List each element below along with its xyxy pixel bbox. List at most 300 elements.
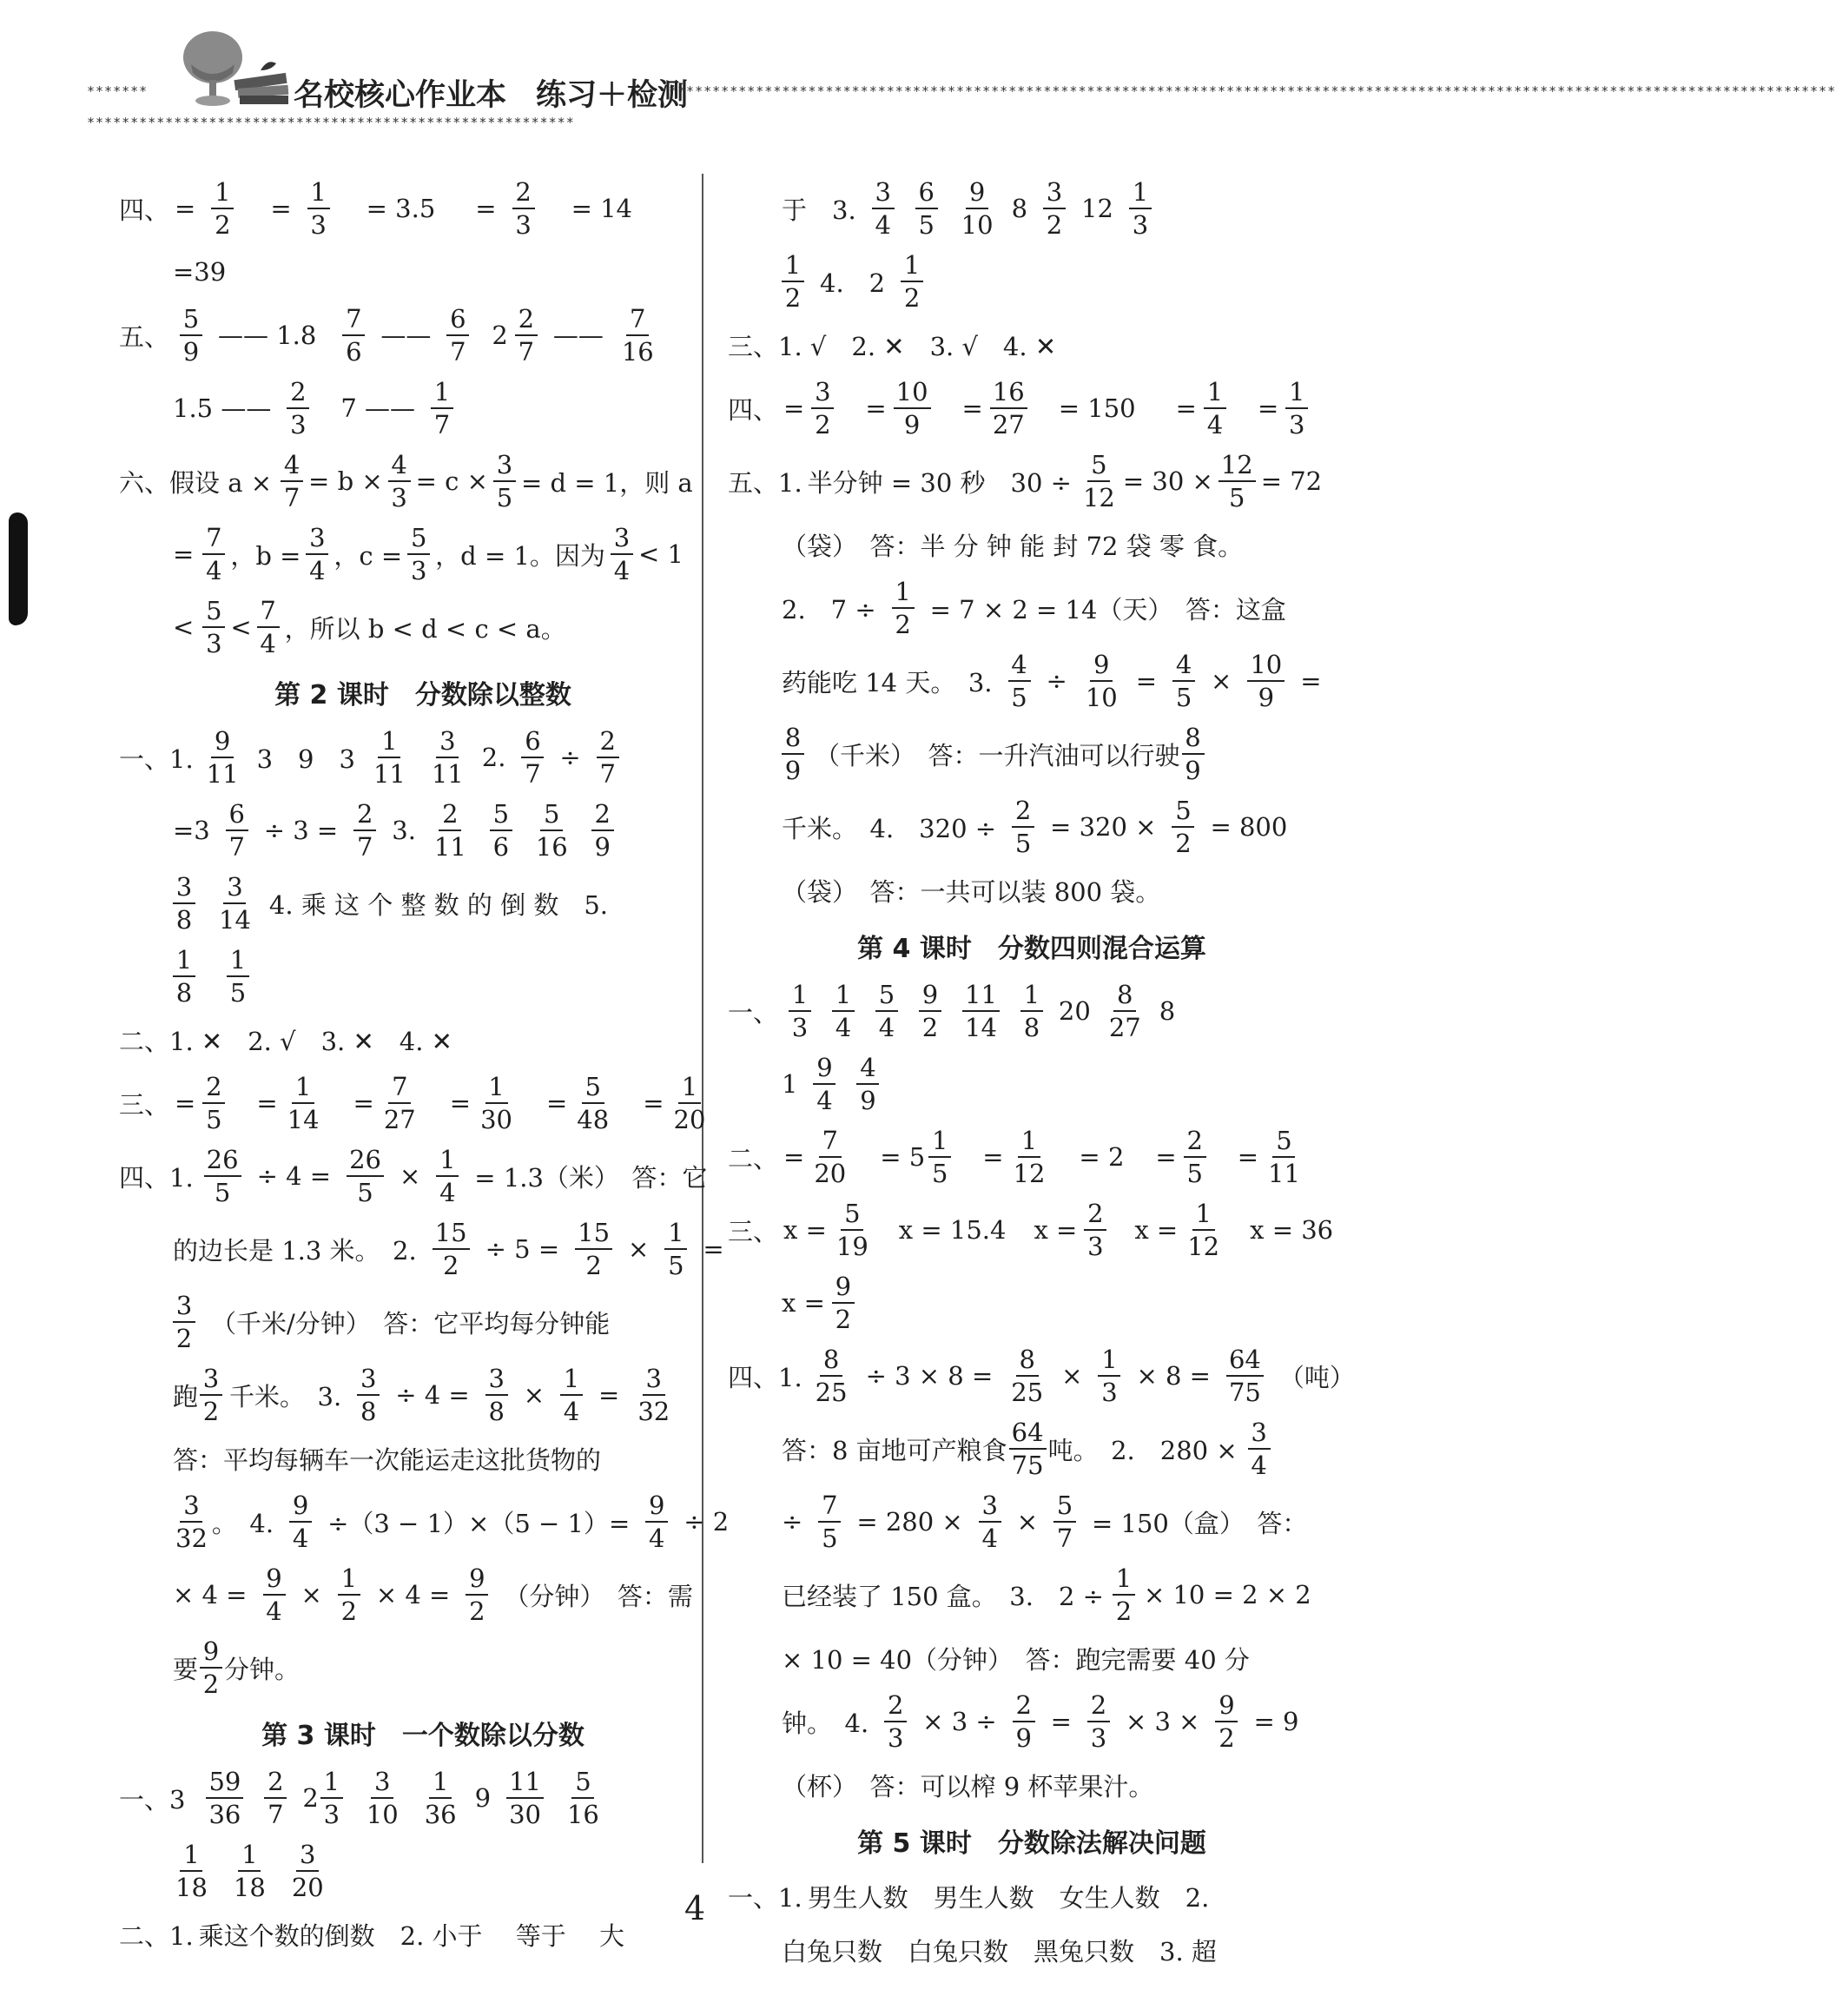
fraction bbox=[597, 725, 619, 789]
numerator: 1 bbox=[227, 948, 249, 977]
text: × 4 = bbox=[173, 1580, 248, 1609]
denominator: 4 bbox=[206, 555, 222, 585]
fraction bbox=[1020, 979, 1043, 1042]
text: 白兔只数 白兔只数 黑兔只数 3. 超 bbox=[782, 1936, 1217, 1966]
fraction bbox=[287, 376, 309, 440]
text: × bbox=[399, 1161, 421, 1191]
fraction bbox=[1084, 1198, 1106, 1261]
denominator: 9 bbox=[903, 409, 921, 440]
fraction bbox=[875, 979, 898, 1042]
text: 答：8 亩地可产粮食 bbox=[782, 1435, 1007, 1465]
denominator: 36 bbox=[208, 1799, 241, 1829]
text: 吨。 2. 280 × bbox=[1047, 1435, 1238, 1465]
answer-row bbox=[119, 1358, 727, 1431]
fraction bbox=[813, 1344, 850, 1407]
book-section: 练习＋检测 bbox=[536, 78, 689, 113]
denominator: 7 bbox=[599, 758, 616, 789]
fraction bbox=[560, 1363, 583, 1426]
text: ÷（3 − 1）×（5 − 1）= bbox=[327, 1508, 631, 1538]
text: 8 bbox=[1159, 996, 1176, 1026]
denominator: 32 bbox=[637, 1396, 670, 1426]
numerator: 3 bbox=[223, 875, 246, 904]
text: （袋） 答：一共可以装 800 袋。 bbox=[782, 876, 1161, 907]
numerator: 1 bbox=[320, 1769, 343, 1799]
fraction bbox=[231, 1839, 268, 1902]
numerator: 1 bbox=[928, 1128, 951, 1158]
denominator: 8 bbox=[1023, 1012, 1040, 1042]
numerator: 1 bbox=[678, 1074, 701, 1104]
answer-row bbox=[728, 1485, 1336, 1558]
item-label: 三、 bbox=[728, 1216, 779, 1246]
text: = bbox=[475, 194, 497, 223]
text: —— 1.8 bbox=[218, 321, 317, 350]
fraction bbox=[635, 1363, 672, 1426]
denominator: 5 bbox=[1186, 1158, 1203, 1188]
text: < bbox=[230, 612, 252, 642]
numerator: 1 bbox=[238, 1842, 261, 1872]
text: 2 bbox=[302, 1783, 319, 1813]
fraction bbox=[574, 1071, 611, 1134]
fraction bbox=[928, 1125, 951, 1188]
denominator: 2 bbox=[469, 1596, 485, 1626]
header-dots-left: ******* bbox=[87, 83, 149, 99]
text: < 1 bbox=[637, 539, 684, 569]
numerator: 26 bbox=[347, 1147, 384, 1177]
text: = bbox=[545, 1088, 568, 1118]
text: 钟。 4. bbox=[782, 1708, 869, 1738]
text: 。 4. bbox=[211, 1508, 274, 1538]
text: = 5 bbox=[880, 1142, 926, 1172]
numerator: 2 bbox=[287, 380, 309, 409]
denominator: 30 bbox=[480, 1104, 512, 1134]
text: = bbox=[173, 539, 195, 569]
denominator: 2 bbox=[1115, 1596, 1133, 1626]
numerator: 8 bbox=[820, 1347, 842, 1377]
denominator: 3 bbox=[410, 555, 427, 585]
numerator: 5 bbox=[407, 525, 430, 555]
answer-row bbox=[728, 1758, 1336, 1812]
fraction bbox=[811, 376, 834, 440]
fraction bbox=[216, 871, 254, 935]
denominator: 2 bbox=[784, 282, 802, 313]
denominator: 14 bbox=[219, 904, 251, 935]
fraction bbox=[813, 1052, 835, 1115]
denominator: 2 bbox=[175, 1323, 193, 1353]
numerator: 1 bbox=[431, 380, 453, 409]
fraction bbox=[347, 1144, 384, 1207]
fraction bbox=[515, 303, 538, 367]
fraction bbox=[407, 522, 430, 585]
answer-row bbox=[728, 245, 1336, 318]
fraction bbox=[204, 1144, 241, 1207]
denominator: 3 bbox=[887, 1722, 904, 1753]
text: ÷ 3 × 8 = bbox=[865, 1361, 994, 1391]
denominator: 7 bbox=[228, 831, 245, 862]
denominator: 6 bbox=[346, 336, 362, 367]
answer-row bbox=[119, 1834, 727, 1907]
fraction bbox=[211, 176, 234, 240]
text: = bbox=[1155, 1142, 1177, 1172]
denominator: 5 bbox=[229, 977, 247, 1008]
answer-row bbox=[728, 372, 1336, 445]
numerator: 6 bbox=[521, 729, 544, 758]
text: 20 bbox=[1058, 996, 1091, 1026]
item-label: 四、1. bbox=[119, 1162, 194, 1193]
text: = 150 bbox=[1058, 393, 1136, 423]
denominator: 2 bbox=[585, 1250, 602, 1280]
text: 3 9 3 bbox=[256, 744, 355, 774]
answer-row bbox=[119, 1213, 727, 1286]
answer-row bbox=[119, 172, 727, 245]
text: ÷ 3 = bbox=[263, 816, 339, 845]
denominator: 7 bbox=[433, 409, 451, 440]
item-label: 四、 bbox=[119, 195, 170, 225]
denominator: 4 bbox=[875, 209, 891, 240]
numerator: 3 bbox=[296, 1842, 319, 1872]
numerator: 2 bbox=[884, 1693, 907, 1722]
numerator: 2 bbox=[353, 802, 376, 831]
answer-row bbox=[119, 1431, 727, 1485]
answer-row bbox=[728, 1120, 1336, 1193]
denominator: 8 bbox=[488, 1396, 505, 1426]
fraction bbox=[173, 1290, 195, 1353]
numerator: 7 bbox=[819, 1128, 842, 1158]
numerator: 1 bbox=[429, 1769, 452, 1799]
numerator: 5 bbox=[841, 1201, 863, 1231]
fraction bbox=[200, 1363, 222, 1426]
text: 2. 7 ÷ bbox=[782, 594, 876, 625]
numerator: 2 bbox=[1013, 1693, 1035, 1722]
text: x = bbox=[1134, 1215, 1179, 1245]
denominator: 2 bbox=[815, 409, 831, 440]
text: = bbox=[1135, 666, 1158, 696]
fraction bbox=[173, 1490, 210, 1553]
text: = bbox=[598, 1380, 620, 1410]
text: = 1.3（米） 答：它 bbox=[474, 1162, 708, 1193]
denominator: 5 bbox=[357, 1177, 373, 1207]
numerator: 6 bbox=[915, 180, 938, 209]
text: = 320 × bbox=[1050, 812, 1157, 842]
numerator: 3 bbox=[357, 1366, 380, 1396]
denominator: 2 bbox=[1046, 209, 1063, 240]
numerator: 1 bbox=[892, 579, 915, 609]
fraction bbox=[338, 1563, 360, 1626]
answer-row bbox=[728, 1558, 1336, 1631]
fraction bbox=[832, 979, 855, 1042]
numerator: 7 bbox=[202, 525, 225, 555]
denominator: 4 bbox=[613, 555, 631, 585]
answer-row bbox=[119, 867, 727, 940]
numerator: 8 bbox=[1016, 1347, 1039, 1377]
answer-row bbox=[119, 445, 727, 518]
numerator: 1 bbox=[901, 253, 923, 282]
text: 答：平均每辆车一次能运走这批货物的 bbox=[173, 1444, 602, 1475]
numerator: 2 bbox=[1012, 798, 1034, 828]
answer-row bbox=[119, 1067, 727, 1140]
numerator: 15 bbox=[433, 1220, 470, 1250]
header-title bbox=[294, 71, 688, 115]
fraction bbox=[1083, 649, 1120, 712]
text: = bbox=[982, 1142, 1004, 1172]
item-label: 二、 bbox=[119, 1026, 170, 1056]
text: 1 bbox=[782, 1069, 798, 1099]
denominator: 2 bbox=[1218, 1722, 1235, 1753]
fraction bbox=[892, 576, 915, 639]
fraction bbox=[533, 798, 571, 862]
denominator: 3 bbox=[791, 1012, 809, 1042]
fraction bbox=[289, 1839, 327, 1902]
header-dots-right: ************************************************************************************************************************************** bbox=[669, 83, 1836, 99]
text: × bbox=[1061, 1361, 1083, 1391]
denominator: 3 bbox=[206, 628, 222, 658]
fraction bbox=[173, 1839, 210, 1902]
denominator: 2 bbox=[340, 1596, 358, 1626]
denominator: 27 bbox=[383, 1104, 416, 1134]
fraction bbox=[200, 1636, 222, 1699]
text: 千米。 3. bbox=[229, 1381, 342, 1411]
item-label: 四、1. bbox=[728, 1362, 802, 1392]
denominator: 9 bbox=[182, 336, 200, 367]
answer-row bbox=[728, 1685, 1336, 1758]
text: × 3 ÷ bbox=[922, 1707, 997, 1736]
denominator: 7 bbox=[357, 831, 373, 862]
denominator: 30 bbox=[509, 1799, 541, 1829]
answer-row bbox=[119, 245, 727, 299]
numerator: 2 bbox=[264, 1769, 287, 1799]
denominator: 3 bbox=[323, 1799, 340, 1829]
denominator: 75 bbox=[1011, 1450, 1044, 1480]
answer-row bbox=[119, 1485, 730, 1558]
item-label: 一、1. bbox=[119, 744, 194, 774]
numerator: 1 bbox=[789, 982, 811, 1012]
fraction bbox=[1184, 1125, 1206, 1188]
numerator: 2 bbox=[597, 729, 619, 758]
numerator: 5 bbox=[490, 802, 512, 831]
denominator: 4 bbox=[878, 1012, 895, 1042]
fraction bbox=[285, 1071, 322, 1134]
numerator: 3 bbox=[306, 525, 328, 555]
answer-row bbox=[728, 518, 1336, 572]
numerator: 7 bbox=[342, 307, 365, 336]
item-label: 四、 bbox=[728, 394, 779, 425]
item-label: 一、3 bbox=[119, 1784, 186, 1814]
fraction bbox=[320, 1766, 343, 1829]
fraction bbox=[959, 176, 996, 240]
answer-row bbox=[119, 1558, 727, 1631]
fraction bbox=[371, 725, 408, 789]
answer-row bbox=[119, 1286, 727, 1358]
text: ÷ 2 bbox=[684, 1507, 730, 1537]
text: —— bbox=[380, 321, 432, 350]
fraction bbox=[485, 1363, 508, 1426]
numerator: 12 bbox=[1218, 453, 1256, 482]
text: x = 15.4 bbox=[898, 1215, 1007, 1245]
item-label: 一、1. bbox=[728, 1882, 802, 1913]
fraction bbox=[818, 1490, 841, 1553]
fraction bbox=[432, 798, 469, 862]
answer-row bbox=[728, 1923, 1336, 1977]
denominator: 5 bbox=[214, 1177, 231, 1207]
numerator: 9 bbox=[466, 1566, 488, 1596]
text: = bbox=[643, 1088, 664, 1118]
numerator: 1 bbox=[832, 982, 855, 1012]
text: 跑 bbox=[173, 1381, 199, 1411]
denominator: 4 bbox=[816, 1085, 833, 1115]
fraction bbox=[856, 1052, 879, 1115]
numerator: 1 bbox=[173, 948, 195, 977]
denominator: 10 bbox=[1085, 682, 1118, 712]
fraction bbox=[1013, 1689, 1035, 1753]
numerator: 4 bbox=[1008, 652, 1031, 682]
text: 4. 2 bbox=[820, 268, 886, 298]
text: 乘这个数的倒数 2. 小于 等于 大 bbox=[198, 1920, 624, 1951]
text: 2. bbox=[481, 743, 506, 772]
text: ，所以 b < d < c < a。 bbox=[284, 613, 566, 644]
numerator: 5 bbox=[540, 802, 563, 831]
answer-row bbox=[119, 299, 727, 372]
item-label: 二、1. bbox=[119, 1920, 194, 1951]
text: = 280 × bbox=[856, 1507, 963, 1537]
numerator: 64 bbox=[1226, 1347, 1264, 1377]
fraction bbox=[1106, 979, 1144, 1042]
fraction bbox=[782, 249, 804, 313]
fraction bbox=[512, 176, 535, 240]
text: （袋） 答：半 分 钟 能 封 72 袋 零 食。 bbox=[782, 531, 1244, 561]
text: = 30 × bbox=[1122, 466, 1213, 496]
answer-row bbox=[728, 318, 1336, 372]
numerator: 2 bbox=[1087, 1693, 1110, 1722]
numerator: 9 bbox=[813, 1055, 835, 1085]
denominator: 4 bbox=[649, 1523, 665, 1553]
denominator: 5 bbox=[918, 209, 935, 240]
numerator: 2 bbox=[202, 1074, 225, 1104]
text: = bbox=[783, 1142, 805, 1172]
denominator: 3 bbox=[1090, 1722, 1107, 1753]
answer-row bbox=[728, 445, 1336, 518]
text: × bbox=[523, 1380, 545, 1410]
fraction bbox=[611, 522, 633, 585]
text: = bbox=[703, 1234, 724, 1264]
text: ÷ 5 = bbox=[485, 1234, 560, 1264]
answer-row bbox=[728, 1048, 1336, 1120]
fraction bbox=[466, 1563, 488, 1626]
numerator: 5 bbox=[202, 598, 225, 628]
denominator: 3 bbox=[515, 209, 532, 240]
text: = 14 bbox=[571, 194, 633, 223]
numerator: 3 bbox=[643, 1366, 665, 1396]
denominator: 9 bbox=[1015, 1722, 1032, 1753]
fraction bbox=[173, 871, 195, 935]
numerator: 15 bbox=[575, 1220, 612, 1250]
denominator: 3 bbox=[310, 209, 327, 240]
fraction bbox=[490, 798, 512, 862]
fraction bbox=[664, 1217, 687, 1280]
denominator: 7 bbox=[267, 1799, 284, 1829]
text: × 8 = bbox=[1136, 1361, 1211, 1391]
lesson-title: 第 5 课时 分数除法解决问题 bbox=[857, 1828, 1206, 1859]
fraction bbox=[429, 725, 466, 789]
fraction bbox=[226, 798, 248, 862]
numerator: 26 bbox=[204, 1147, 241, 1177]
numerator: 10 bbox=[894, 380, 931, 409]
fraction bbox=[364, 1766, 401, 1829]
denominator: 27 bbox=[1108, 1012, 1141, 1042]
text: × 3 × bbox=[1125, 1707, 1200, 1736]
text: （千米） 答：一升汽油可以行驶 bbox=[815, 740, 1180, 770]
fraction bbox=[342, 303, 365, 367]
fraction bbox=[388, 449, 411, 512]
denominator: 3 bbox=[1132, 209, 1149, 240]
denominator: 3 bbox=[1087, 1231, 1104, 1261]
numerator: 16 bbox=[990, 380, 1027, 409]
text: ÷ 4 = bbox=[395, 1380, 470, 1410]
numerator: 6 bbox=[446, 307, 469, 336]
fraction bbox=[202, 1071, 225, 1134]
denominator: 5 bbox=[1011, 682, 1027, 712]
fraction bbox=[1182, 722, 1205, 785]
text: 千米。 4. 320 ÷ bbox=[782, 813, 997, 843]
fraction bbox=[782, 722, 804, 785]
fraction bbox=[565, 1766, 602, 1829]
denominator: 14 bbox=[287, 1104, 320, 1134]
numerator: 9 bbox=[1090, 652, 1113, 682]
fraction bbox=[1204, 376, 1226, 440]
numerator: 3 bbox=[811, 380, 834, 409]
fraction bbox=[281, 449, 303, 512]
denominator: 11 bbox=[373, 758, 406, 789]
numerator: 8 bbox=[1113, 982, 1136, 1012]
fraction bbox=[289, 1490, 312, 1553]
text: = bbox=[449, 1088, 472, 1118]
denominator: 16 bbox=[566, 1799, 599, 1829]
fraction bbox=[1248, 1417, 1271, 1480]
denominator: 7 bbox=[450, 336, 466, 367]
fraction bbox=[206, 1766, 243, 1829]
fraction bbox=[919, 979, 941, 1042]
fraction bbox=[901, 249, 923, 313]
answer-row bbox=[728, 975, 1336, 1048]
text: 2 bbox=[492, 321, 508, 350]
text: ，d = 1。因为 bbox=[435, 540, 605, 571]
denominator: 4 bbox=[260, 628, 276, 658]
answer-row bbox=[728, 790, 1336, 863]
text: ，b = bbox=[230, 540, 301, 571]
numerator: 9 bbox=[645, 1493, 668, 1523]
fraction bbox=[915, 176, 938, 240]
text: = bbox=[1257, 393, 1279, 423]
text: × bbox=[300, 1580, 322, 1609]
answer-row bbox=[728, 644, 1336, 717]
item-label: 六、 bbox=[119, 467, 170, 498]
denominator: 11 bbox=[206, 758, 239, 789]
text: = bbox=[961, 393, 983, 423]
fraction bbox=[478, 1071, 515, 1134]
book-name: 名校核心作业本 bbox=[294, 78, 507, 113]
lesson-title: 第 4 课时 分数四则混合运算 bbox=[857, 934, 1206, 964]
fraction bbox=[1080, 449, 1118, 512]
fraction bbox=[353, 798, 376, 862]
fraction bbox=[307, 176, 330, 240]
fraction bbox=[180, 303, 202, 367]
numerator: 1 bbox=[378, 729, 400, 758]
answer-row bbox=[728, 172, 1336, 245]
item-label: 五、1. bbox=[728, 467, 802, 498]
numerator: 3 bbox=[611, 525, 633, 555]
denominator: 11 bbox=[1268, 1158, 1300, 1188]
text: × 10 = 2 × 2 bbox=[1143, 1580, 1311, 1609]
denominator: 4 bbox=[266, 1596, 282, 1626]
text: 假设 a × bbox=[169, 467, 273, 498]
